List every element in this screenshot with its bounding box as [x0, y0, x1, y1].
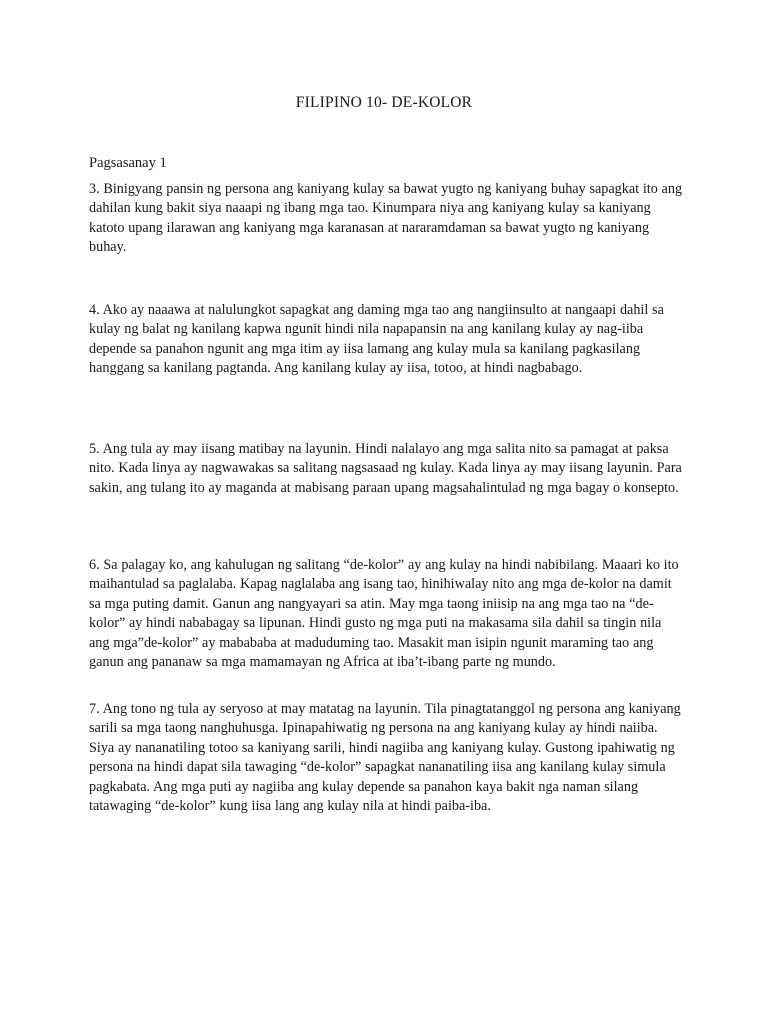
section-label: Pagsasanay 1	[89, 155, 167, 171]
answer-paragraph-7: 7. Ang tono ng tula ay seryoso at may matatag na layunin. Tila pinagtatanggol ng persona ang kaniyang sarili sa mga taong nanghuhusga. Ipinapahiwatig ng persona na ang kaniyang kulay ay hindi naiiba. Siya ay nananatiling totoo sa kaniyang sarili, hindi nagiiba ang kaniyang kulay. Gustong ipahiwatig ng persona na hindi dapat sila tawaging “de-kolor” sapagkat nananatiling iisa ang kanilang kulay simula pagkabata. Ang mga puti ay nagiiba ang kulay depende sa panahon kaya bakit nga naman silang tatawaging “de-kolor” kung iisa lang ang kulay nila at hindi paiba-iba.	[89, 701, 681, 815]
answer-paragraph-3: 3. Binigyang pansin ng persona ang kaniyang kulay sa bawat yugto ng kaniyang buhay sapagkat ito ang dahilan kung bakit siya naaapi ng ibang mga tao. Kinumpara niya ang kaniyang kulay sa kaniyang katoto upang ilarawan ang kaniyang mga karanasan at nararamdaman sa bawat yugto ng kaniyang buhay.	[89, 181, 683, 256]
answer-paragraph-6: 6. Sa palagay ko, ang kahulugan ng salitang “de-kolor” ay ang kulay na hindi nabibilang. Maaari ko ito maihantulad sa paglalaba. Kapag naglalaba ang isang tao, hinihiwalay nito ang mga de-kolor na damit sa mga puting damit. Ganun ang nangyayari sa atin. May mga taong iniisip na ang mga tao na “de-kolor” ay hindi nababagay sa lipunan. Hindi gusto ng mga puti na makasama sila dahil sa tingin nila ang mga”de-kolor” ay mabababa at maduduming tao. Masakit man isipin ngunit maraming tao ang ganun ang pananaw sa mga mamamayan ng Africa at iba’t-ibang parte ng mundo.	[89, 557, 679, 671]
answer-paragraph-5: 5. Ang tula ay may iisang matibay na layunin. Hindi nalalayo ang mga salita nito sa pamagat at paksa nito. Kada linya ay nagwawakas sa salitang nagsasaad ng kulay. Kada linya ay may iisang layunin. Para sakin, ang tulang ito ay maganda at mabisang paraan upang magsahalintulad ng mga bagay o konsepto.	[89, 441, 682, 496]
document-title: FILIPINO 10- DE-KOLOR	[295, 94, 473, 111]
answer-paragraph-4: 4. Ako ay naaawa at nalulungkot sapagkat ang daming mga tao ang nangiinsulto at nangaapi dahil sa kulay ng balat ng kanilang kapwa ngunit hindi nila napapansin na ang kanilang kulay ay nag-iiba depende sa panahon ngunit ang mga itim ay iisa lamang ang kulay mula sa kanilang pagkasilang hanggang sa kanilang pagtanda. Ang kanilang kulay ay iisa, totoo, at hindi nagbabago.	[89, 302, 664, 377]
